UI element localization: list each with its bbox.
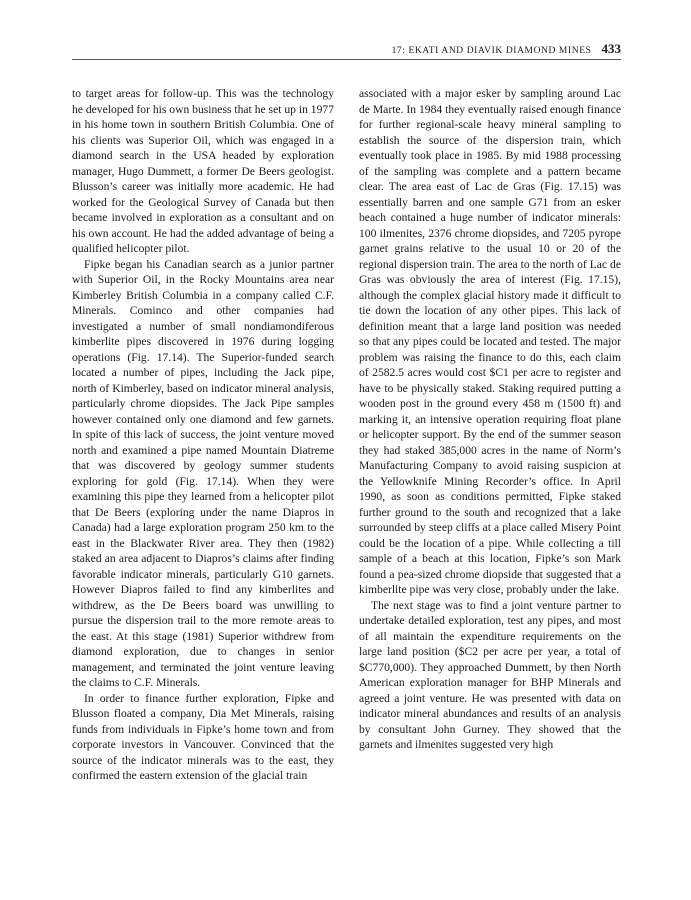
header-rule (72, 59, 621, 60)
running-header (72, 40, 621, 60)
paragraph: In order to finance further exploration, Fipke and Blusson floated a company, Dia Met Minerals, raising funds from individuals in Fipke’s home town and from corporate investors in Vancouver. Convinced that the source of the indicator minerals was to the east, they confirmed the eastern extension of the glacial train (72, 691, 334, 782)
paragraph: The next stage was to find a joint venture partner to undertake detailed exploration, test any pipes, and most of all maintain the expenditure requirements on the large land position ($C2 per acre per year, a total of $C770,000). They approached Dummett, by then North American exploration manager for BHP Minerals and agreed a joint venture. He was presented with data on indicator mineral abundances and results of an analysis by consultant John Gurney. They showed that the garnets and ilmenites suggested very high (359, 598, 621, 751)
paragraph: Fipke began his Canadian search as a junior partner with Superior Oil, in the Rocky Mountains area near Kimberley British Columbia in a company called C.F. Minerals. Cominco and other companies had investigated a number of small nondiamondiferous kimberlite pipes discovered in 1976 during logging operations (Fig. 17.14). The Superior-funded search located a number of pipes, including the Jack pipe, north of Kimberley, based on indicator mineral analysis, particularly chrome diopsides. The Jack Pipe samples however contained only one diamond and few garnets. In spite of this lack of success, the joint venture moved north and examined a pipe named Mountain Diatreme that was discovered by geology summer students exploring for gold (Fig. 17.14). When they were examining this pipe they learned from a helicopter pilot that De Beers (exploring under the name Diapros in Canada) had a large exploration program 250 km to the east in the Blackwater River area. They then (1982) staked an area adjacent to Diapros’s claims after finding favorable indicator minerals, particularly G10 garnets. However Diapros failed to find any kimberlites and withdrew, as the De Beers board was unwilling to pursue the dispersion trail to the more remote areas to the east. At this stage (1981) Superior withdrew from diamond exploration, due to changes in senior management, and terminated the joint venture leaving the claims to C.F. Minerals. (72, 257, 334, 689)
paragraph: to target areas for follow-up. This was the technology he developed for his own business that he set up in 1977 in his home town in southern British Columbia. One of his clients was Superior Oil, which was engaged in a diamond search in the USA headed by exploration manager, Hugo Dummett, a former De Beers geologist. Blusson’s career was initially more academic. He had worked for the Geological Survey of Canada but then became involved in exploration as a consultant and on his own account. He had the added advantage of being a qualified helicopter pilot. (72, 87, 334, 255)
page-number: 433 (601, 41, 621, 56)
left-column (72, 86, 334, 876)
paragraph: associated with a major esker by sampling around Lac de Marte. In 1984 they eventually raised enough finance for further regional-scale heavy mineral sampling to establish the source of the dispersion train, which eventually took place in 1985. By mid 1988 processing of the sampling was complete and a pattern became clear. The area east of Lac de Gras (Fig. 17.15) was essentially barren and one sample G71 from an esker beach contained a huge number of indicator minerals: 100 ilmenites, 2376 chrome diopsides, and 7205 pyrope garnet grains relative to the usual 10 or 20 of the regional dispersion train. The area to the north of Lac de Gras was obviously the area of interest (Fig. 17.15), although the complex glacial history made it difficult to tie down the location of any other pipes. This lack of definition meant that a large land position was needed so that any pipes could be located and tested. The major problem was raising the finance to do this, each claim of 2582.5 acres would cost $C1 per acre to register and have to be physically staked. Staking required putting a wooden post in the ground every 458 m (1500 ft) and marking it, an intensive operation requiring float plane or helicopter support. By the end of the summer season they had staked 385,000 acres in the name of Norm’s Manufacturing Company to avoid raising suspicion at the Yellowknife Mining Recorder’s office. In April 1990, as soon as conditions permitted, Fipke staked further ground to the south and recognized that a lake surrounded by steep cliffs at a place called Misery Point could be the location of a pipe. While collecting a till sample of a beach at this location, Fipke’s son Mark found a pea-sized chrome diopside that suggested that a kimberlite pipe was very close, probably under the lake. (359, 87, 621, 596)
right-column (359, 86, 621, 876)
chapter-title: 17: EKATI AND DIAVIK DIAMOND MINES (391, 46, 592, 56)
